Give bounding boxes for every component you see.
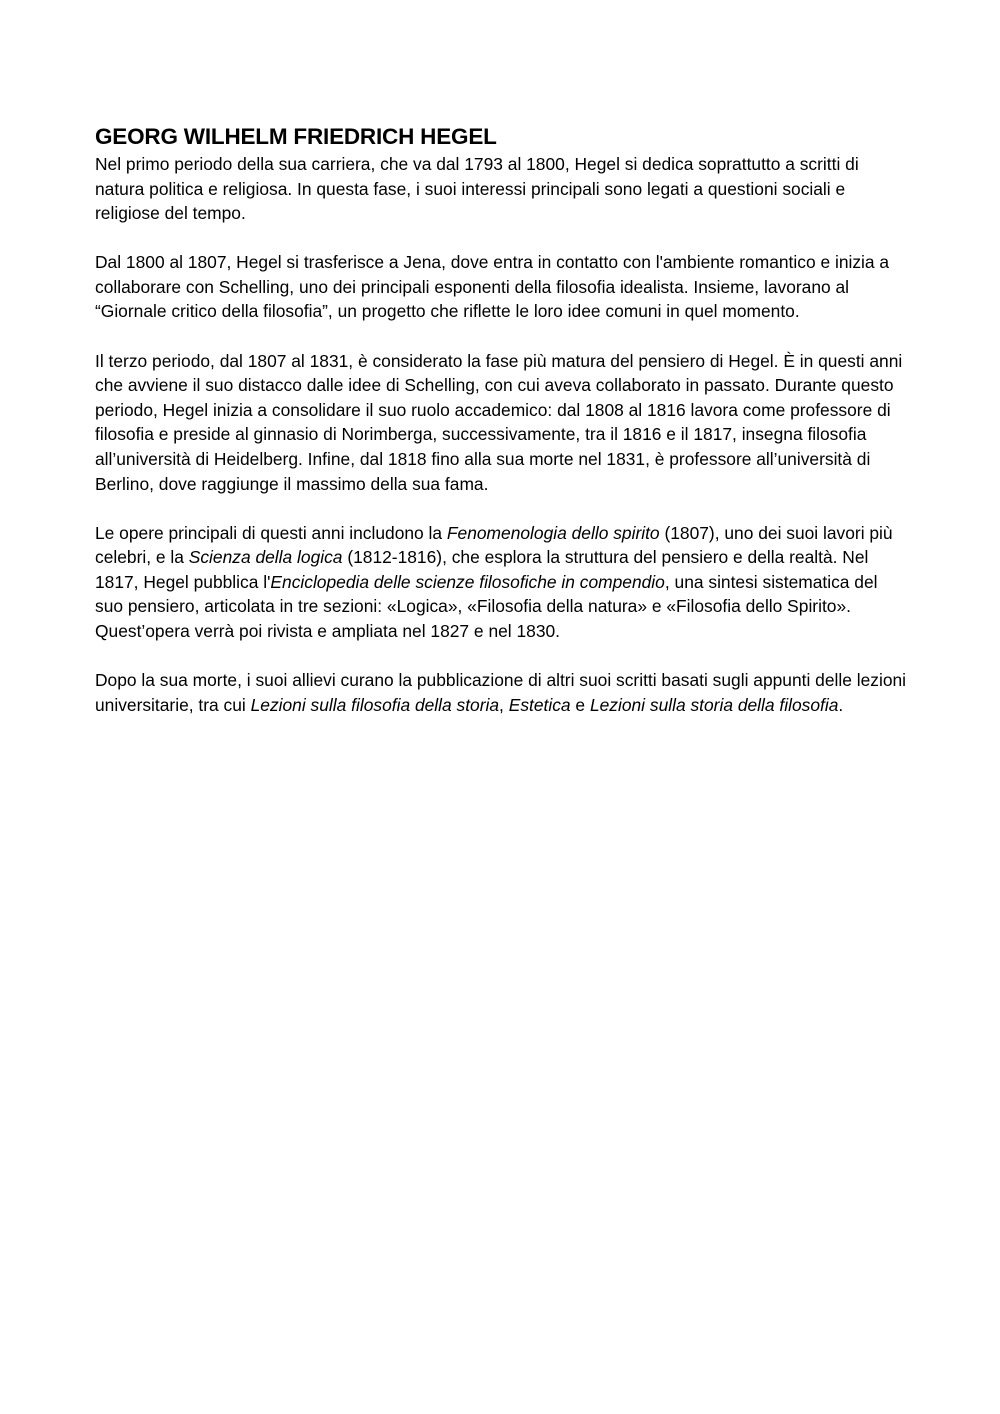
italic-title-text: Lezioni sulla storia della filosofia bbox=[589, 694, 839, 715]
paragraph-text: (1812-1816), che esplora la struttura del pensiero e della realtà. Nel 1817, Hegel pubblica l' bbox=[95, 547, 869, 592]
italic-title-text: Fenomenologia dello spirito bbox=[446, 522, 660, 543]
italic-title-text: Estetica bbox=[508, 694, 571, 715]
paragraph-text: e bbox=[570, 694, 590, 715]
paragraph-text: (1807), uno dei suoi lavori più celebri, e la bbox=[95, 522, 893, 568]
italic-title-text: Enciclopedia delle scienze filosofiche in compendio bbox=[270, 571, 665, 592]
document-title: GEORG WILHELM FRIEDRICH HEGEL bbox=[95, 124, 497, 149]
italic-title-text: Scienza della logica bbox=[188, 547, 343, 568]
document-body bbox=[95, 152, 910, 717]
document-page bbox=[95, 122, 910, 742]
paragraph-text: Dopo la sua morte, i suoi allievi curano la pubblicazione di altri suoi scritti basati sugli appunti delle lezioni universitarie, tra cui bbox=[95, 670, 907, 715]
paragraph bbox=[95, 250, 910, 324]
paragraph bbox=[95, 349, 910, 497]
paragraph bbox=[95, 668, 910, 717]
paragraph-text: Nel primo periodo della sua carriera, che va dal 1793 al 1800, Hegel si dedica soprattutto a scritti di natura politica e religiosa. In questa fase, i suoi interessi principali sono legati a questioni sociali e religiose del tempo. bbox=[95, 154, 859, 224]
paragraph bbox=[95, 152, 910, 226]
paragraph-text: Il terzo periodo, dal 1807 al 1831, è considerato la fase più matura del pensiero di Hegel. È in questi anni che avviene il suo distacco dalle idee di Schelling, con cui aveva collaborato in passato. Durante questo periodo, Hegel inizia a consolidare il suo ruolo accademico: dal 1808 al 1816 lavora come professore di filosofia e preside al ginnasio di Norimberga, successivamente, tra il 1816 e il 1817, insegna filosofia all’università di Heidelberg. Infine, dal 1818 fino alla sua morte nel 1831, è professore all’università di Berlino, dove raggiunge il massimo della sua fama. bbox=[95, 350, 903, 494]
italic-title-text: Lezioni sulla filosofia della storia bbox=[250, 694, 500, 715]
paragraph-text: , una sintesi sistematica del suo pensiero, articolata in tre sezioni: «Logica», «Filosofia della natura» e «Filosofia dello Spirito». Quest’opera verrà poi rivista e ampliata nel 1827 e nel 1830. bbox=[95, 571, 878, 641]
paragraph-text: Dal 1800 al 1807, Hegel si trasferisce a Jena, dove entra in contatto con l'ambiente romantico e inizia a collaborare con Schelling, uno dei principali esponenti della filosofia idealista. Insieme, lavorano al “Giornale critico della filosofia”, un progetto che riflette le loro idee comuni in quel momento. bbox=[95, 252, 890, 322]
paragraph-text: Le opere principali di questi anni includono la bbox=[95, 522, 447, 543]
paragraph-text: , bbox=[499, 694, 509, 715]
paragraph bbox=[95, 521, 910, 644]
paragraph-text: . bbox=[838, 694, 844, 715]
